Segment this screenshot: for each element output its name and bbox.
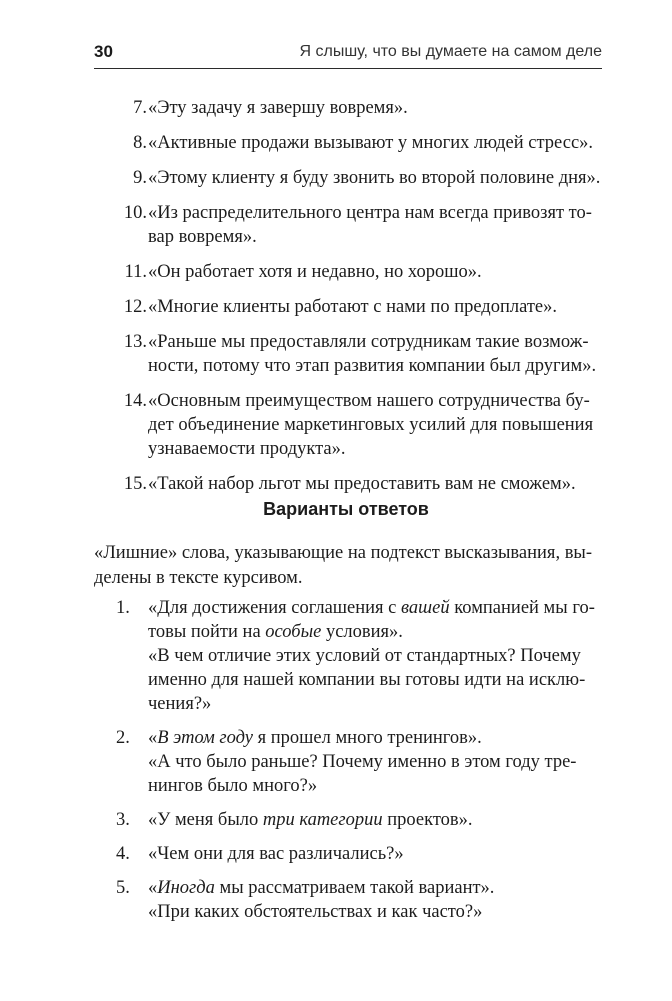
page-number: 30: [94, 42, 113, 61]
answer-text: нингов было много?»: [148, 776, 318, 796]
statement-number: 14.: [123, 391, 147, 411]
answer-text-line: [148, 808, 672, 832]
answer-text: чения?»: [148, 694, 212, 714]
answer-text-line: [148, 644, 672, 668]
statement-number: 8.: [133, 133, 147, 153]
italic-emphasis: три категории: [262, 810, 383, 830]
statement-item: [0, 260, 672, 284]
italic-emphasis: В этом году: [157, 728, 253, 748]
statement-number: 11.: [124, 262, 147, 282]
answer-text: «: [148, 878, 158, 898]
answer-text-line: [148, 900, 672, 924]
answer-text: «: [148, 728, 158, 748]
statement-item: [0, 330, 672, 378]
statement-item: [0, 96, 672, 120]
answer-text: «В чем отличие этих условий от стандартных? Почему: [148, 646, 581, 666]
answer-item: [0, 726, 672, 798]
answer-text-line: [148, 876, 672, 900]
answer-text-line: [148, 596, 672, 620]
answer-text: проектов».: [382, 810, 473, 830]
statement-text-line: «Такой набор льгот мы предоставить вам не сможем».: [148, 474, 576, 494]
answer-text-line: [148, 774, 672, 798]
answer-text: «Чем они для вас различались?»: [148, 844, 404, 864]
answer-number: 4.: [116, 844, 130, 864]
intro-text-line: делены в тексте курсивом.: [94, 568, 303, 588]
statement-number: 13.: [123, 332, 147, 352]
statement-number: 10.: [123, 203, 147, 223]
answer-number: 5.: [116, 878, 130, 898]
answers-list: [0, 596, 672, 934]
statement-text-line: дет объединение маркетинговых усилий для повышения: [148, 415, 594, 435]
answer-item: [0, 876, 672, 924]
answer-item: [0, 808, 672, 832]
statements-list: [0, 96, 672, 507]
statement-text-line: узнаваемости продукта».: [148, 439, 346, 459]
statement-item: [0, 389, 672, 461]
statement-item: [0, 472, 672, 496]
statement-item: [0, 201, 672, 249]
statement-text-line: «Он работает хотя и недавно, но хорошо».: [148, 262, 482, 282]
answer-text-line: [148, 726, 672, 750]
statement-text-line: «Этому клиенту я буду звонить во второй половине дня».: [148, 168, 601, 188]
statement-item: [0, 295, 672, 319]
answer-text: мы рассматриваем такой вариант».: [214, 878, 495, 898]
answer-text: «При каких обстоятельствах и как часто?»: [148, 902, 483, 922]
italic-emphasis: вашей: [401, 598, 450, 618]
intro-text-line: «Лишние» слова, указывающие на подтекст высказывания, вы-: [94, 543, 593, 563]
answer-text-line: [148, 842, 672, 866]
answer-text: я прошел много тренингов».: [252, 728, 482, 748]
statement-item: [0, 166, 672, 190]
statement-text-line: ности, потому что этап развития компании был другим».: [148, 356, 597, 376]
answer-text-line: [148, 692, 672, 716]
running-title: Я слышу, что вы думаете на самом деле: [299, 43, 602, 60]
statement-number: 7.: [133, 98, 147, 118]
answer-number: 3.: [116, 810, 130, 830]
statement-item: [0, 131, 672, 155]
answer-text-line: [148, 750, 672, 774]
statement-number: 9.: [133, 168, 147, 188]
italic-emphasis: особые: [265, 622, 322, 642]
answer-number: 1.: [116, 598, 130, 618]
statement-text-line: «Многие клиенты работают с нами по предоплате».: [148, 297, 558, 317]
answer-text: условия».: [321, 622, 403, 642]
answer-text: «Для достижения соглашения с: [148, 598, 402, 618]
statement-number: 15.: [123, 474, 147, 494]
answer-number: 2.: [116, 728, 130, 748]
answer-text: компанией мы го-: [449, 598, 595, 618]
statement-text-line: «Из распределительного центра нам всегда привозят то-: [148, 203, 592, 223]
answer-text-line: [148, 668, 672, 692]
answer-text: товы пойти на: [148, 622, 266, 642]
answer-text-line: [148, 620, 672, 644]
italic-emphasis: Иногда: [157, 878, 215, 898]
section-title: Варианты ответов: [263, 499, 429, 519]
statement-number: 12.: [123, 297, 147, 317]
answer-text: «А что было раньше? Почему именно в этом году тре-: [148, 752, 577, 772]
statement-text-line: «Раньше мы предоставляли сотрудникам такие возмож-: [148, 332, 589, 352]
statement-text-line: «Эту задачу я завершу вовремя».: [148, 98, 408, 118]
statement-text-line: «Активные продажи вызывают у многих людей стресс».: [148, 133, 594, 153]
answer-item: [0, 842, 672, 866]
statement-text-line: вар вовремя».: [148, 227, 257, 247]
statement-text-line: «Основным преимуществом нашего сотрудничества бу-: [148, 391, 590, 411]
page-header: [94, 42, 602, 69]
answer-text: «У меня было: [148, 810, 263, 830]
answer-item: [0, 596, 672, 716]
answer-text: именно для нашей компании вы готовы идти на исклю-: [148, 670, 586, 690]
section-intro: [94, 541, 592, 591]
